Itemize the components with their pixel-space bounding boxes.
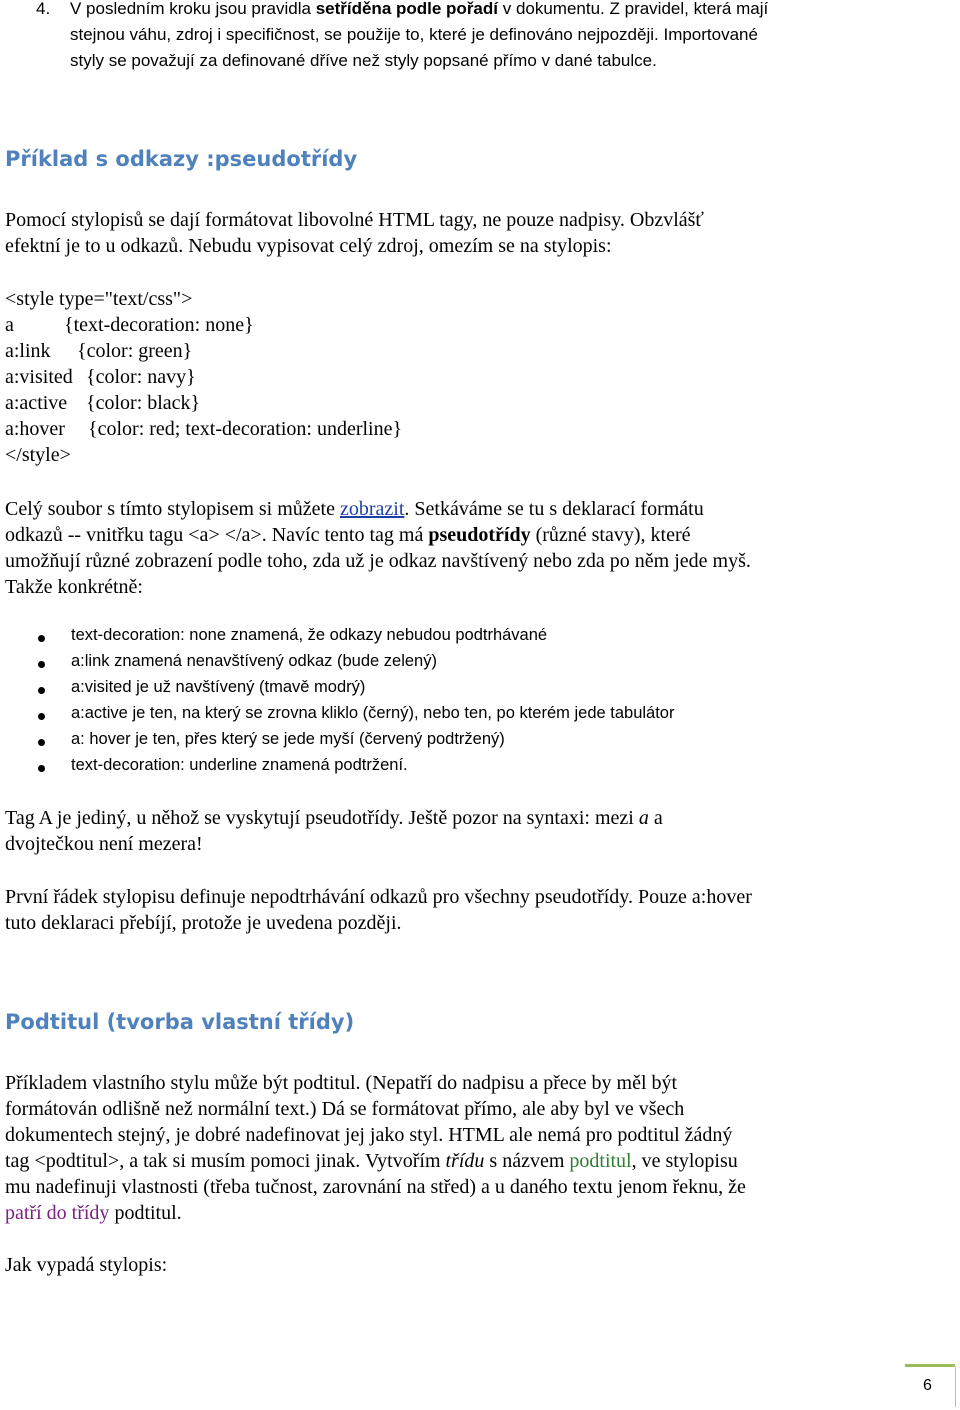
paragraph-line: Pomocí stylopisů se dají formátovat libovolné HTML tagy, ne pouze nadpisy. Obzvlášť (5, 209, 704, 231)
paragraph-line (5, 805, 663, 831)
code-declaration: {text-decoration: none} (64, 314, 254, 336)
paragraph-line: dokumentech stejný, je dobré nadefinovat jej jako styl. HTML ale nemá pro podtitul žádný (5, 1124, 733, 1146)
text-run: , ve stylopisu (631, 1150, 738, 1172)
text-run: podtitul. (109, 1202, 182, 1224)
code-declaration: {color: green} (77, 340, 193, 362)
bold-run: setříděna podle pořadí (315, 0, 498, 18)
paragraph-line: mu nadefinuji vlastnosti (třeba tučnost, zarovnání na střed) a u daného textu jenom řeknu, že (5, 1176, 746, 1198)
bullet-icon (38, 661, 45, 668)
code-declaration: {color: red; text-decoration: underline} (88, 418, 403, 440)
bullet-icon (38, 765, 45, 772)
text-run: . Setkáváme se tu s deklarací formátu (404, 498, 704, 520)
page-number: 6 (923, 1377, 932, 1394)
code-selector: a:active (5, 392, 68, 414)
italic-run: třídu (445, 1150, 485, 1172)
code-selector: a (5, 314, 14, 336)
list-item: text-decoration: none znamená, že odkazy nebudou podtrhávané (71, 626, 548, 644)
text-run: Tag A je jediný, u něhož se vyskytují pseudotřídy. Ještě pozor na syntaxi: mezi (5, 807, 639, 829)
text-run: Celý soubor s tímto stylopisem si můžete (5, 498, 340, 520)
text-run: odkazů -- vnitřku tagu <a> </a>. Navíc tento tag má (5, 524, 429, 546)
paragraph-line: dvojtečkou není mezera! (5, 833, 203, 855)
code-line: </style> (5, 444, 71, 466)
list-item: text-decoration: underline znamená podtržení. (71, 756, 408, 774)
paragraph-line: Jak vypadá stylopis: (5, 1254, 168, 1276)
bold-run: pseudotřídy (428, 524, 531, 546)
paragraph-line: umožňují různé zobrazení podle toho, zda už je odkaz navštívený nebo zda po něm jede myš. (5, 550, 751, 572)
bullet-icon (38, 713, 45, 720)
list-item: a:active je ten, na který se zrovna kliklo (černý), nebo ten, po kterém jede tabulátor (71, 704, 675, 722)
list-item: a: hover je ten, přes který se jede myší (červený podtržený) (71, 730, 505, 748)
text-run: v dokumentu. Z pravidel, která mají (498, 0, 769, 18)
list-item: a:visited je už navštívený (tmavě modrý) (71, 678, 366, 696)
code-selector: a:hover (5, 418, 65, 440)
italic-run: a (638, 807, 649, 829)
bullet-icon (38, 635, 45, 642)
page-number-box (905, 1367, 956, 1407)
paragraph-line (5, 1148, 738, 1174)
code-line: <style type="text/css"> (5, 288, 193, 310)
bullet-icon (38, 687, 45, 694)
numbered-item-line: styly se považují za definované dříve než styly popsané přímo v dané tabulce. (70, 51, 657, 70)
section-heading: Podtitul (tvorba vlastní třídy) (5, 1010, 355, 1034)
numbered-item-line: stejnou váhu, zdroj i specifičnost, se použije to, které je definováno nejpozději. Importované (70, 25, 758, 44)
code-declaration: {color: black} (86, 392, 201, 414)
paragraph-line (5, 1200, 182, 1226)
text-run: V posledním kroku jsou pravidla (70, 0, 316, 18)
code-selector: a:visited (5, 366, 73, 388)
paragraph-line: Příkladem vlastního stylu může být podtitul. (Nepatří do nadpisu a přece by měl být (5, 1072, 678, 1094)
paragraph-line: formátován odlišně než normální text.) Dá se formátovat přímo, ale aby byl ve všech (5, 1098, 685, 1120)
list-item: a:link znamená nenavštívený odkaz (bude zelený) (71, 652, 437, 670)
paragraph-line: efektní je to u odkazů. Nebudu vypisovat celý zdroj, omezím se na stylopis: (5, 235, 612, 257)
code-selector: a:link (5, 340, 51, 362)
section-heading: Příklad s odkazy :pseudotřídy (5, 147, 358, 171)
text-run: tag <podtitul>, a tak si musím pomoci jinak. Vytvořím (5, 1150, 446, 1172)
paragraph-line (5, 522, 691, 548)
paragraph-line: Takže konkrétně: (5, 576, 143, 598)
numbered-item-line (70, 0, 768, 22)
paragraph-line: První řádek stylopisu definuje nepodtrhávání odkazů pro všechny pseudotřídy. Pouze a:hover (5, 886, 752, 908)
green-term: podtitul (569, 1150, 632, 1172)
text-run: (různé stavy), které (530, 524, 691, 546)
code-declaration: {color: navy} (86, 366, 196, 388)
purple-term: patří do třídy (5, 1202, 110, 1224)
text-run: s názvem (484, 1150, 570, 1172)
paragraph-line: tuto deklaraci přebíjí, protože je uvedena později. (5, 912, 402, 934)
bullet-icon (38, 739, 45, 746)
zobrazit-link[interactable]: zobrazit (339, 498, 405, 520)
text-run: a (648, 807, 663, 829)
paragraph-line (5, 496, 704, 522)
list-number: 4. (36, 0, 51, 18)
